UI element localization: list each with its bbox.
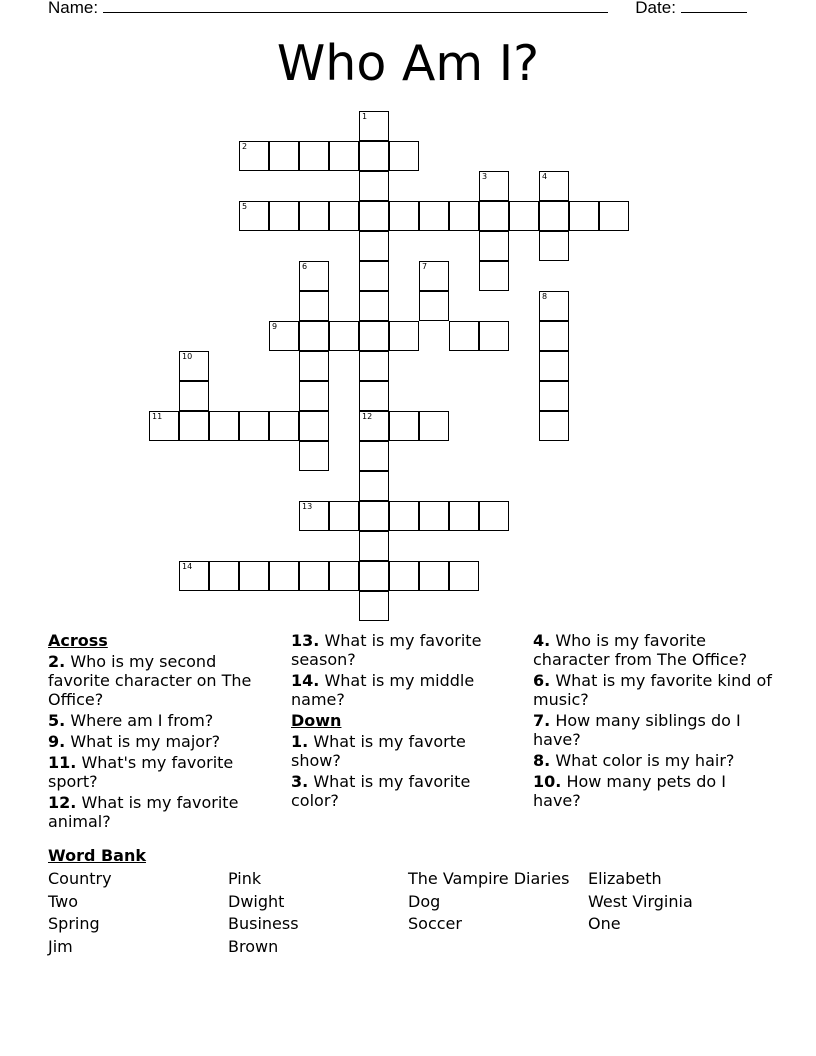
crossword-cell[interactable]: [389, 141, 419, 171]
crossword-cell[interactable]: [329, 321, 359, 351]
across-clue: 11. What's my favorite sport?: [48, 753, 234, 791]
word-bank-item: The Vampire Diaries: [408, 869, 570, 888]
word-bank-column: [228, 868, 408, 958]
across-clue: 2. Who is my second favorite character on The Office?: [48, 652, 252, 709]
crossword-cell[interactable]: [299, 261, 329, 291]
down-clue: 1. What is my favorte show?: [291, 732, 466, 770]
word-bank-item: Brown: [228, 936, 279, 956]
crossword-cell[interactable]: [239, 561, 269, 591]
clue-number: 5: [242, 202, 248, 211]
crossword-cell[interactable]: [509, 201, 539, 231]
word-bank-item: Jim: [48, 936, 73, 956]
crossword-cell[interactable]: [569, 201, 599, 231]
crossword-cell[interactable]: [539, 171, 569, 201]
crossword-cell[interactable]: [269, 561, 299, 591]
crossword-cell[interactable]: [299, 201, 329, 231]
clue-number: 1: [362, 112, 368, 121]
crossword-cell[interactable]: [359, 381, 389, 411]
down-clue: 10. How many pets do I have?: [533, 772, 726, 810]
crossword-cell[interactable]: [209, 411, 239, 441]
crossword-cell[interactable]: [449, 501, 479, 531]
crossword-cell[interactable]: [359, 411, 389, 441]
crossword-cell[interactable]: [179, 561, 209, 591]
across-clue: 5. Where am I from?: [48, 711, 214, 730]
crossword-cell[interactable]: [329, 501, 359, 531]
clue-number: 2: [242, 142, 248, 151]
down-clue: 4. Who is my favorite character from The Office?: [533, 631, 748, 669]
crossword-cell[interactable]: [359, 111, 389, 141]
crossword-cell[interactable]: [299, 501, 329, 531]
crossword-cell[interactable]: [419, 411, 449, 441]
crossword-cell[interactable]: [479, 171, 509, 201]
crossword-cell[interactable]: [269, 201, 299, 231]
across-clue: 12. What is my favorite animal?: [48, 793, 239, 831]
page-title: Who Am I?: [276, 35, 540, 92]
down-clue: 8. What color is my hair?: [533, 751, 735, 770]
word-bank-item: West Virginia: [588, 891, 693, 911]
clue-number: 13: [302, 502, 313, 511]
crossword-cell[interactable]: [599, 201, 629, 231]
crossword-cell[interactable]: [299, 411, 329, 441]
clue-column-1: [48, 631, 274, 833]
word-bank-column: [408, 868, 588, 936]
clue-column-2: [291, 631, 517, 812]
across-clue: 13. What is my favorite season?: [291, 631, 482, 669]
crossword-cell[interactable]: [299, 561, 329, 591]
clue-number: 3: [482, 172, 488, 181]
crossword-cell[interactable]: [389, 411, 419, 441]
crossword-cell[interactable]: [449, 321, 479, 351]
crossword-cell[interactable]: [359, 561, 389, 591]
crossword-cell[interactable]: [419, 201, 449, 231]
word-bank-item: Two: [48, 891, 78, 911]
crossword-cell[interactable]: [359, 201, 389, 231]
crossword-cell[interactable]: [479, 261, 509, 291]
crossword-cell[interactable]: [239, 141, 269, 171]
crossword-cell[interactable]: [359, 591, 389, 621]
crossword-cell[interactable]: [479, 501, 509, 531]
clue-number: 9: [272, 322, 278, 331]
crossword-cell[interactable]: [179, 381, 209, 411]
crossword-cell[interactable]: [359, 261, 389, 291]
date-label: Date:: [635, 0, 676, 17]
crossword-cell[interactable]: [539, 351, 569, 381]
crossword-cell[interactable]: [359, 231, 389, 261]
crossword-cell[interactable]: [419, 291, 449, 321]
crossword-cell[interactable]: [359, 471, 389, 501]
across-heading: Across: [48, 631, 108, 650]
clue-column-3: [533, 631, 773, 812]
crossword-cell[interactable]: [359, 291, 389, 321]
word-bank-item: Spring: [48, 914, 100, 933]
crossword-cell[interactable]: [389, 501, 419, 531]
clue-number: 12: [362, 412, 373, 421]
clue-number: 10: [182, 352, 193, 361]
crossword-cell[interactable]: [389, 561, 419, 591]
word-bank-column: [48, 868, 228, 958]
down-clue: 7. How many siblings do I have?: [533, 711, 741, 749]
crossword-cell[interactable]: [149, 411, 179, 441]
crossword-cell[interactable]: [299, 441, 329, 471]
crossword-cell[interactable]: [269, 141, 299, 171]
clue-number: 7: [422, 262, 428, 271]
crossword-cell[interactable]: [269, 321, 299, 351]
down-heading: Down: [291, 711, 342, 730]
crossword-cell[interactable]: [269, 411, 299, 441]
crossword-cell[interactable]: [239, 201, 269, 231]
crossword-cell[interactable]: [389, 321, 419, 351]
crossword-cell[interactable]: [299, 141, 329, 171]
word-bank-item: Country: [48, 869, 112, 888]
crossword-cell[interactable]: [419, 501, 449, 531]
word-bank-item: Dog: [408, 891, 441, 911]
crossword-cell[interactable]: [419, 261, 449, 291]
crossword-cell[interactable]: [299, 351, 329, 381]
crossword-cell[interactable]: [539, 291, 569, 321]
crossword-cell[interactable]: [479, 231, 509, 261]
word-bank-item: One: [588, 914, 621, 933]
crossword-cell[interactable]: [329, 561, 359, 591]
clue-number: 6: [302, 262, 308, 271]
word-bank-item: Soccer: [408, 914, 462, 933]
across-clue: 9. What is my major?: [48, 732, 221, 751]
crossword-cell[interactable]: [359, 531, 389, 561]
across-clue: 14. What is my middle name?: [291, 671, 475, 709]
crossword-cell[interactable]: [359, 351, 389, 381]
crossword-cell[interactable]: [239, 411, 269, 441]
crossword-cell[interactable]: [359, 321, 389, 351]
crossword-cell[interactable]: [329, 201, 359, 231]
crossword-cell[interactable]: [359, 171, 389, 201]
crossword-cell[interactable]: [539, 231, 569, 261]
crossword-cell[interactable]: [449, 201, 479, 231]
crossword-cell[interactable]: [299, 291, 329, 321]
word-bank-column: [588, 868, 768, 936]
clue-number: 8: [542, 292, 548, 301]
crossword-cell[interactable]: [479, 321, 509, 351]
crossword-cell[interactable]: [359, 141, 389, 171]
word-bank-item: Elizabeth: [588, 869, 662, 888]
crossword-cell[interactable]: [479, 201, 509, 231]
word-bank-heading: Word Bank: [48, 846, 147, 865]
crossword-cell[interactable]: [179, 411, 209, 441]
word-bank-item: Pink: [228, 869, 262, 888]
crossword-cell[interactable]: [539, 381, 569, 411]
name-label: Name:: [48, 0, 99, 17]
clue-number: 14: [182, 562, 193, 571]
crossword-cell[interactable]: [329, 141, 359, 171]
crossword-cell[interactable]: [539, 321, 569, 351]
clue-number: 4: [542, 172, 548, 181]
crossword-cell[interactable]: [449, 561, 479, 591]
crossword-cell[interactable]: [539, 201, 569, 231]
word-bank-item: Business: [228, 914, 299, 933]
crossword-cell[interactable]: [299, 381, 329, 411]
crossword-cell[interactable]: [299, 321, 329, 351]
crossword-cell[interactable]: [419, 561, 449, 591]
crossword-cell[interactable]: [359, 441, 389, 471]
clue-number: 11: [152, 412, 163, 421]
crossword-cell[interactable]: [359, 501, 389, 531]
crossword-cell[interactable]: [209, 561, 239, 591]
crossword-cell[interactable]: [539, 411, 569, 441]
down-clue: 6. What is my favorite kind of music?: [533, 671, 772, 709]
down-clue: 3. What is my favorite color?: [291, 772, 471, 810]
word-bank-item: Dwight: [228, 891, 285, 911]
crossword-cell[interactable]: [179, 351, 209, 381]
crossword-cell[interactable]: [389, 201, 419, 231]
